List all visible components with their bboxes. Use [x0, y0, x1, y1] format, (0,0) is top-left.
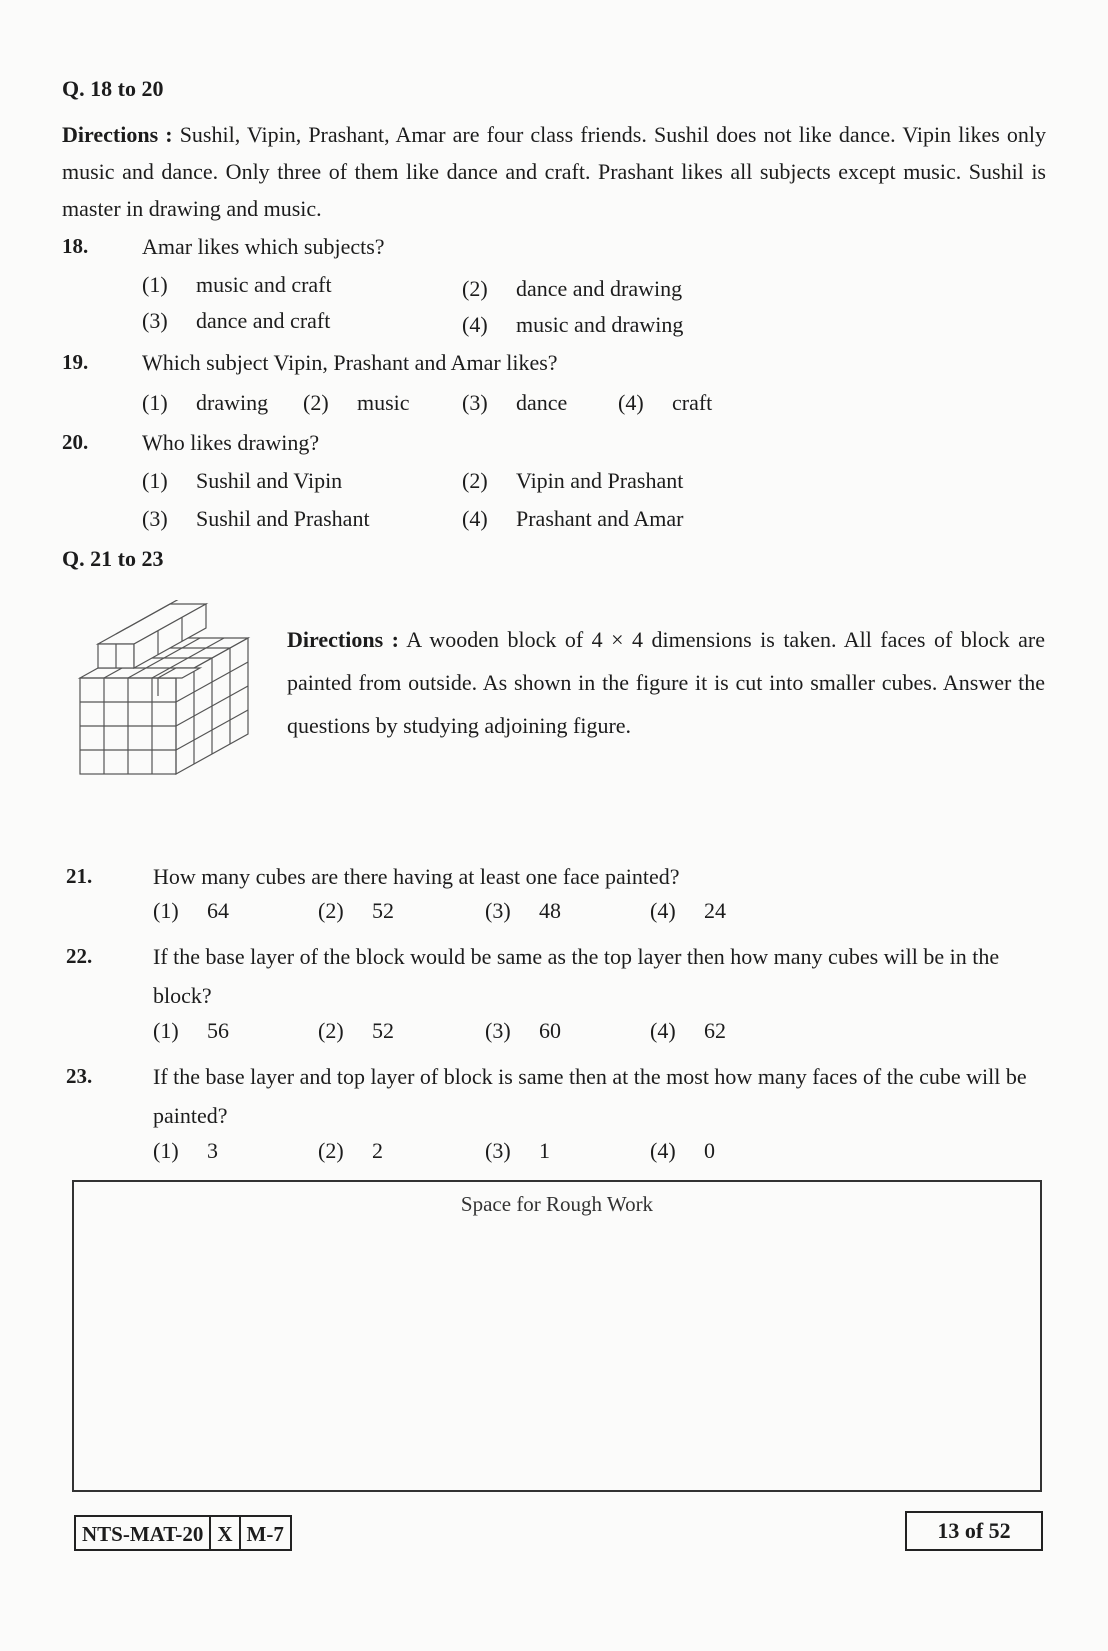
page-number: 13 of 52 [905, 1511, 1043, 1551]
question-text: Which subject Vipin, Prashant and Amar likes? [142, 350, 558, 375]
option: (1) drawing [142, 390, 269, 415]
question-number: 19. [62, 350, 89, 374]
question-text: Who likes drawing? [142, 430, 320, 455]
option: (4) 24 [650, 898, 726, 923]
option: (1) 64 [153, 898, 229, 923]
option: (4) Prashant and Amar [462, 506, 684, 531]
option: (1) 56 [153, 1018, 229, 1043]
rough-work-title: Space for Rough Work [460, 1192, 654, 1216]
option: (3) 48 [485, 898, 561, 923]
question-number: 22. [66, 944, 93, 968]
paper-code-part: NTS-MAT-20 [76, 1517, 211, 1549]
question-number: 21. [66, 864, 93, 888]
option: (1) 3 [153, 1138, 218, 1163]
directions-text: Sushil, Vipin, Prashant, Amar are four class friends. Sushil does not like dance. Vipin likes only music and dance. Only three of them like dance and craft. Prashant likes all subjects except music. Sushil is master in drawing and music. [62, 122, 1046, 221]
question-number: 20. [62, 430, 89, 454]
paper-code-part: M-7 [246, 1522, 284, 1546]
option: (3) Sushil and Prashant [142, 506, 370, 531]
option: (4) music and drawing [462, 312, 684, 337]
option: (2) 52 [318, 1018, 394, 1043]
directions-label: Directions : [287, 627, 399, 652]
option: (2) Vipin and Prashant [462, 468, 684, 493]
option: (2) 52 [318, 898, 394, 923]
option: (2) dance and drawing [462, 276, 683, 301]
option: (3) 60 [485, 1018, 561, 1043]
question-text: How many cubes are there having at least one face painted? [153, 864, 680, 889]
cube-block-figure [72, 600, 262, 780]
question-text: Amar likes which subjects? [142, 234, 385, 259]
directions-text: A wooden block of 4 × 4 dimensions is taken. All faces of block are painted from outside. As shown in the figure it is cut into smaller cubes. Answer the questions by studying adjoining figure. [287, 627, 1045, 738]
option: (4) craft [618, 390, 713, 415]
option: (4) 0 [650, 1138, 715, 1163]
directions-21-23 [287, 618, 1045, 747]
option: (1) Sushil and Vipin [142, 468, 343, 493]
question-text: If the base layer of the block would be same as the top layer then how many cubes will be in the block? [153, 944, 1000, 1008]
question-number: 18. [62, 234, 89, 258]
option: (1) music and craft [142, 272, 332, 297]
option: (2) 2 [318, 1138, 383, 1163]
question-text: If the base layer and top layer of block is same then at the most how many faces of the cube will be painted? [153, 1064, 1027, 1128]
option: (4) 62 [650, 1018, 726, 1043]
rough-work-box [72, 1180, 1042, 1492]
section-title-21-23: Q. 21 to 23 [62, 546, 164, 571]
section-title-18-20: Q. 18 to 20 [62, 76, 164, 101]
directions-18-20 [62, 116, 1046, 227]
paper-code-part: X [211, 1517, 240, 1549]
directions-label: Directions : [62, 122, 173, 147]
option: (3) dance [462, 390, 568, 415]
option: (2) music [303, 390, 410, 415]
paper-code [74, 1515, 292, 1551]
option: (3) 1 [485, 1138, 550, 1163]
option: (3) dance and craft [142, 308, 331, 333]
question-number: 23. [66, 1064, 93, 1088]
